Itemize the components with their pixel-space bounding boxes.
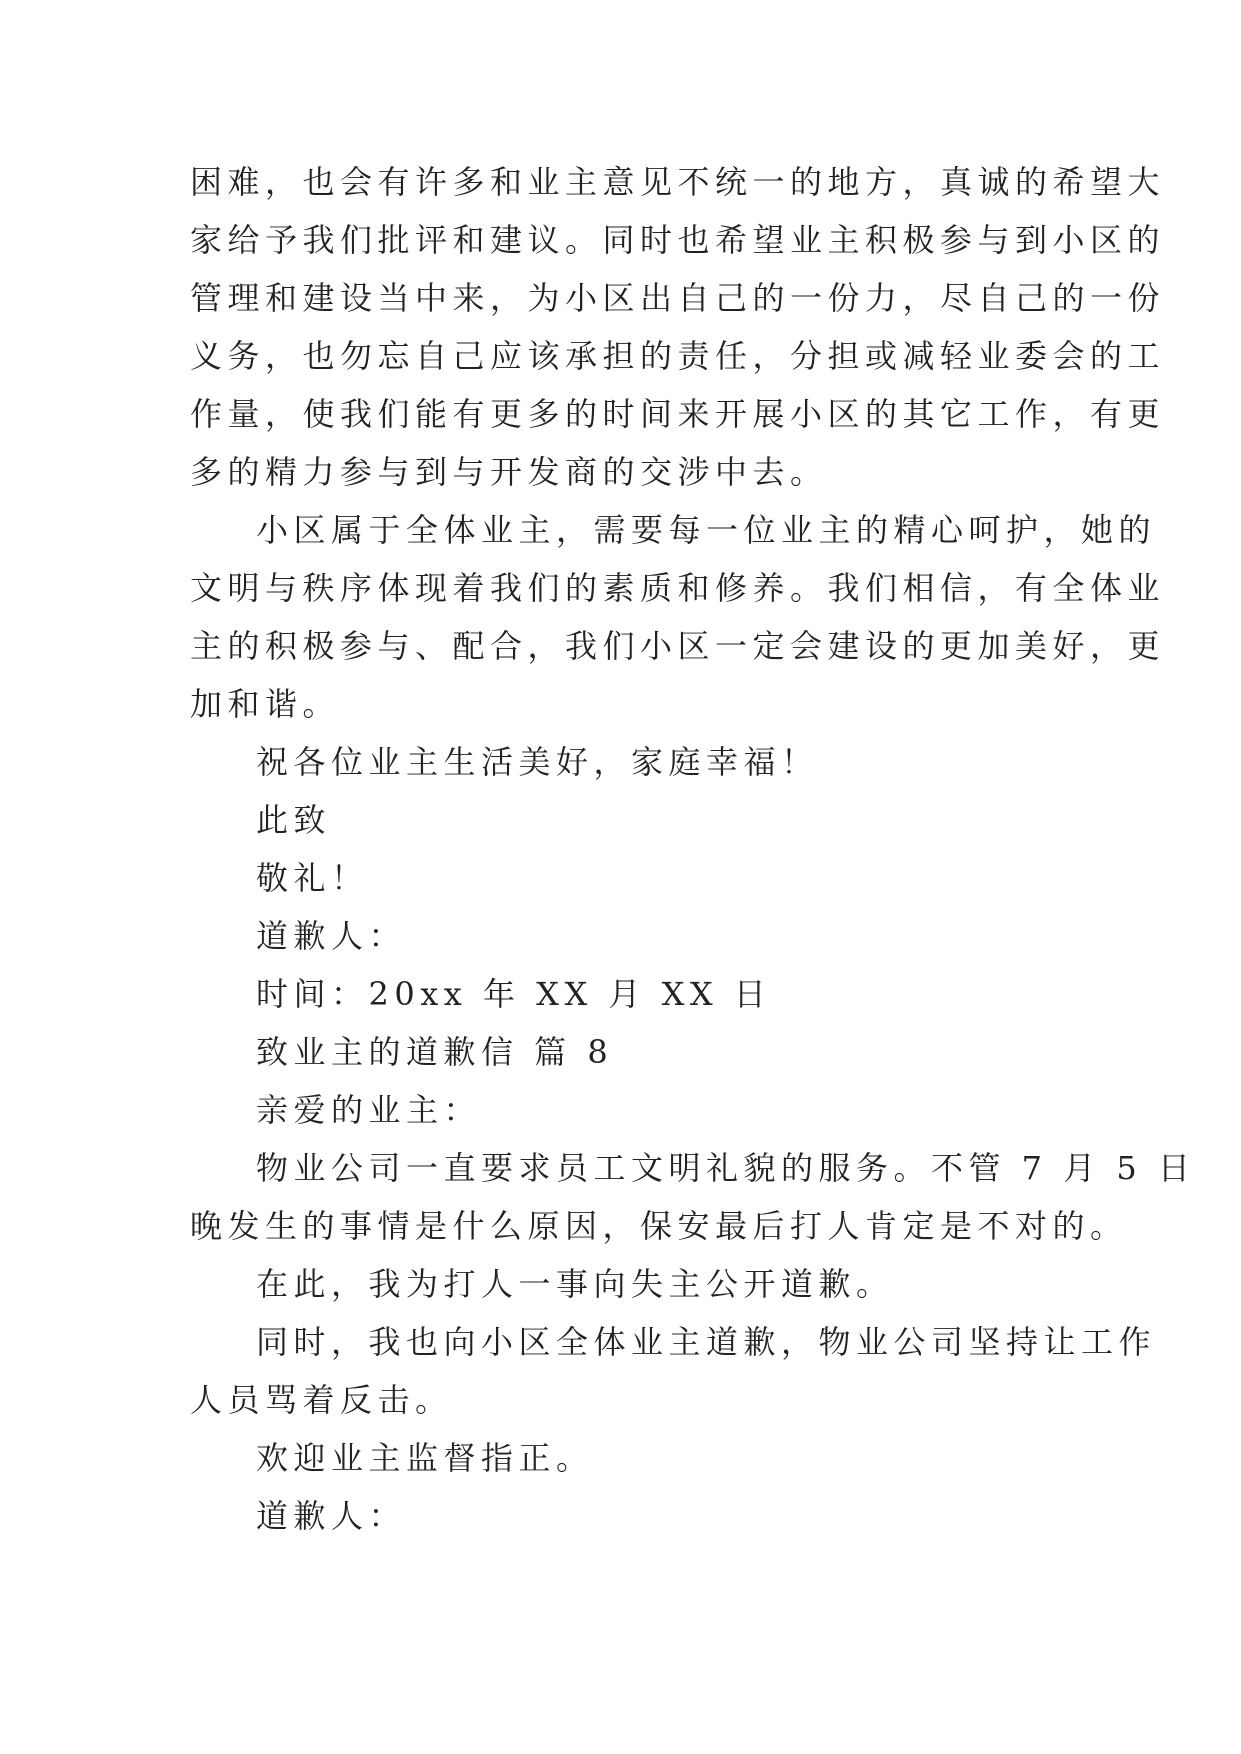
text-line: 文明与秩序体现着我们的素质和修养。我们相信，有全体业 [190, 569, 1166, 607]
salutation-regards: 敬礼！ [256, 859, 369, 897]
paragraph-start-line: 欢迎业主监督指正。 [256, 1439, 594, 1477]
text-line: 加和谐。 [190, 685, 341, 723]
closing-wish: 祝各位业主生活美好，家庭幸福！ [256, 743, 819, 781]
text-line: 主的积极参与、配合，我们小区一定会建设的更加美好，更 [190, 627, 1166, 665]
text-line: 管理和建设当中来，为小区出自己的一份力，尽自己的一份 [190, 279, 1166, 317]
text-line: 多的精力参与到与开发商的交涉中去。 [190, 453, 828, 491]
signature-label: 道歉人： [256, 1497, 407, 1535]
text-line: 人员骂着反击。 [190, 1381, 453, 1419]
salutation-close: 此致 [256, 801, 332, 839]
section-title: 致业主的道歉信 篇 8 [256, 1033, 614, 1071]
signature-label: 道歉人： [256, 917, 407, 955]
text-line: 义务，也勿忘自己应该承担的责任，分担或减轻业委会的工 [190, 337, 1166, 375]
letter-body [190, 153, 1196, 1545]
paragraph-start-line: 同时，我也向小区全体业主道歉，物业公司坚持让工作 [256, 1323, 1157, 1361]
text-line: 困难，也会有许多和业主意见不统一的地方，真诚的希望大 [190, 163, 1166, 201]
text-line: 作量，使我们能有更多的时间来开展小区的其它工作，有更 [190, 395, 1166, 433]
paragraph-start-line: 在此，我为打人一事向失主公开道歉。 [256, 1265, 894, 1303]
text-line: 家给予我们批评和建议。同时也希望业主积极参与到小区的 [190, 221, 1166, 259]
text-line: 晚发生的事情是什么原因，保安最后打人肯定是不对的。 [190, 1207, 1128, 1245]
date-line: 时间：20xx 年 XX 月 XX 日 [256, 975, 772, 1013]
paragraph-start-line: 物业公司一直要求员工文明礼貌的服务。不管 7 月 5 日 [256, 1149, 1196, 1187]
greeting: 亲爱的业主： [256, 1091, 482, 1129]
paragraph-start-line: 小区属于全体业主，需要每一位业主的精心呵护，她的 [256, 511, 1157, 549]
